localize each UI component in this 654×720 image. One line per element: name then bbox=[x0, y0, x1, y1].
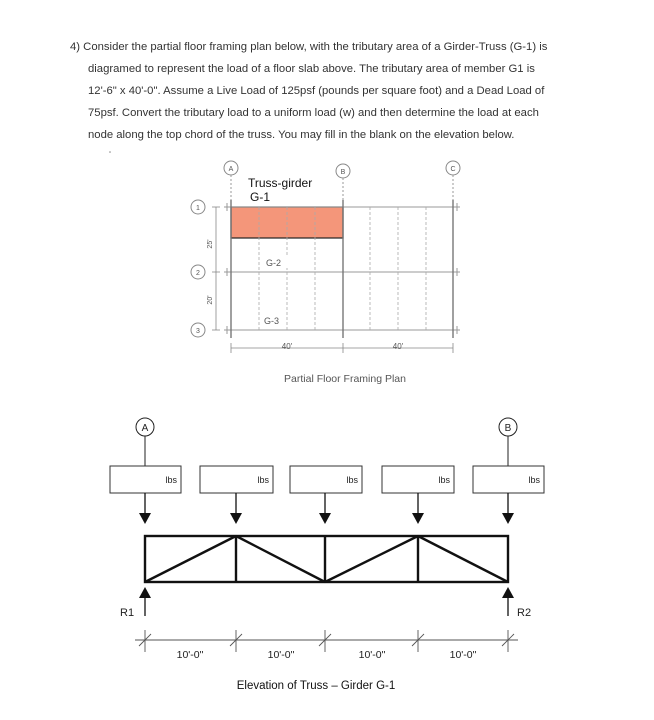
load-box-1-unit: lbs bbox=[165, 475, 177, 485]
load-box-2-unit: lbs bbox=[257, 475, 269, 485]
grid-column-c-label: C bbox=[450, 166, 456, 173]
g3-label: G-3 bbox=[264, 316, 280, 326]
grid-row-1-bubble bbox=[191, 200, 205, 214]
span-1-label: 10'-0" bbox=[176, 649, 204, 661]
span-3-label: 10'-0" bbox=[358, 649, 386, 661]
grid-column-a-bubble bbox=[224, 161, 238, 200]
stray-dot bbox=[109, 151, 111, 153]
problem-line-2: diagramed to represent the load of a floor slab above. The tributary area of member G1 is bbox=[88, 63, 535, 75]
grid-row-1-label: 1 bbox=[196, 205, 200, 212]
truss-elevation bbox=[110, 418, 544, 692]
elevation-caption: Elevation of Truss – Girder G-1 bbox=[236, 680, 396, 692]
dim-row-2-3: 20' bbox=[207, 295, 214, 305]
problem-line-4: 75psf. Convert the tributary load to a uniform load (w) and then determine the load at each bbox=[88, 107, 539, 119]
dim-row-1-2: 25' bbox=[207, 239, 214, 249]
reaction-left-label: R1 bbox=[120, 607, 135, 619]
reaction-left bbox=[120, 587, 151, 619]
load-box-1[interactable] bbox=[110, 466, 181, 493]
problem-line-1: 4) Consider the partial floor framing plan below, with the tributary area of a Girder-Truss (G-1) is bbox=[70, 41, 548, 53]
load-arrows bbox=[145, 493, 508, 514]
elevation-grid-b-label: B bbox=[504, 423, 512, 434]
load-box-5[interactable] bbox=[473, 466, 544, 493]
load-box-4[interactable] bbox=[382, 466, 454, 493]
girder-label-line2: G-1 bbox=[250, 190, 271, 204]
truss-members bbox=[145, 536, 508, 582]
load-box-2[interactable] bbox=[200, 466, 273, 493]
problem-line-5: node along the top chord of the truss. You may fill in the blank on the elevation below. bbox=[88, 129, 515, 141]
column-dimension-line bbox=[231, 343, 453, 353]
girder-label-line1: Truss-girder bbox=[248, 176, 313, 190]
dim-col-right: 40' bbox=[392, 342, 404, 351]
grid-row-3-bubble bbox=[191, 323, 205, 337]
floor-framing-plan bbox=[109, 151, 460, 385]
grid-row-3-label: 3 bbox=[196, 328, 200, 335]
load-box-4-unit: lbs bbox=[438, 475, 450, 485]
reaction-right bbox=[502, 587, 531, 619]
load-box-3[interactable] bbox=[290, 466, 362, 493]
g2-label: G-2 bbox=[266, 258, 282, 268]
load-box-5-unit: lbs bbox=[528, 475, 540, 485]
grid-column-c-bubble bbox=[446, 161, 460, 200]
span-2-label: 10'-0" bbox=[267, 649, 295, 661]
elevation-grid-a-label: A bbox=[141, 423, 149, 434]
grid-column-a-label: A bbox=[228, 166, 234, 173]
grid-column-b-bubble bbox=[336, 164, 350, 200]
plan-caption: Partial Floor Framing Plan bbox=[284, 373, 406, 385]
elevation-grid-a-bubble bbox=[136, 418, 154, 466]
load-arrowheads bbox=[139, 513, 514, 524]
dim-col-left: 40' bbox=[281, 342, 293, 351]
elevation-grid-b-bubble bbox=[499, 418, 517, 466]
span-4-label: 10'-0" bbox=[449, 649, 477, 661]
grid-column-b-label: B bbox=[340, 169, 346, 176]
reaction-right-label: R2 bbox=[517, 607, 532, 619]
grid-row-2-label: 2 bbox=[196, 270, 200, 277]
problem-line-3: 12'-6" x 40'-0". Assume a Live Load of 125psf (pounds per square foot) and a Dead Load of bbox=[88, 85, 545, 97]
grid-row-2-bubble bbox=[191, 265, 205, 279]
load-box-3-unit: lbs bbox=[346, 475, 358, 485]
